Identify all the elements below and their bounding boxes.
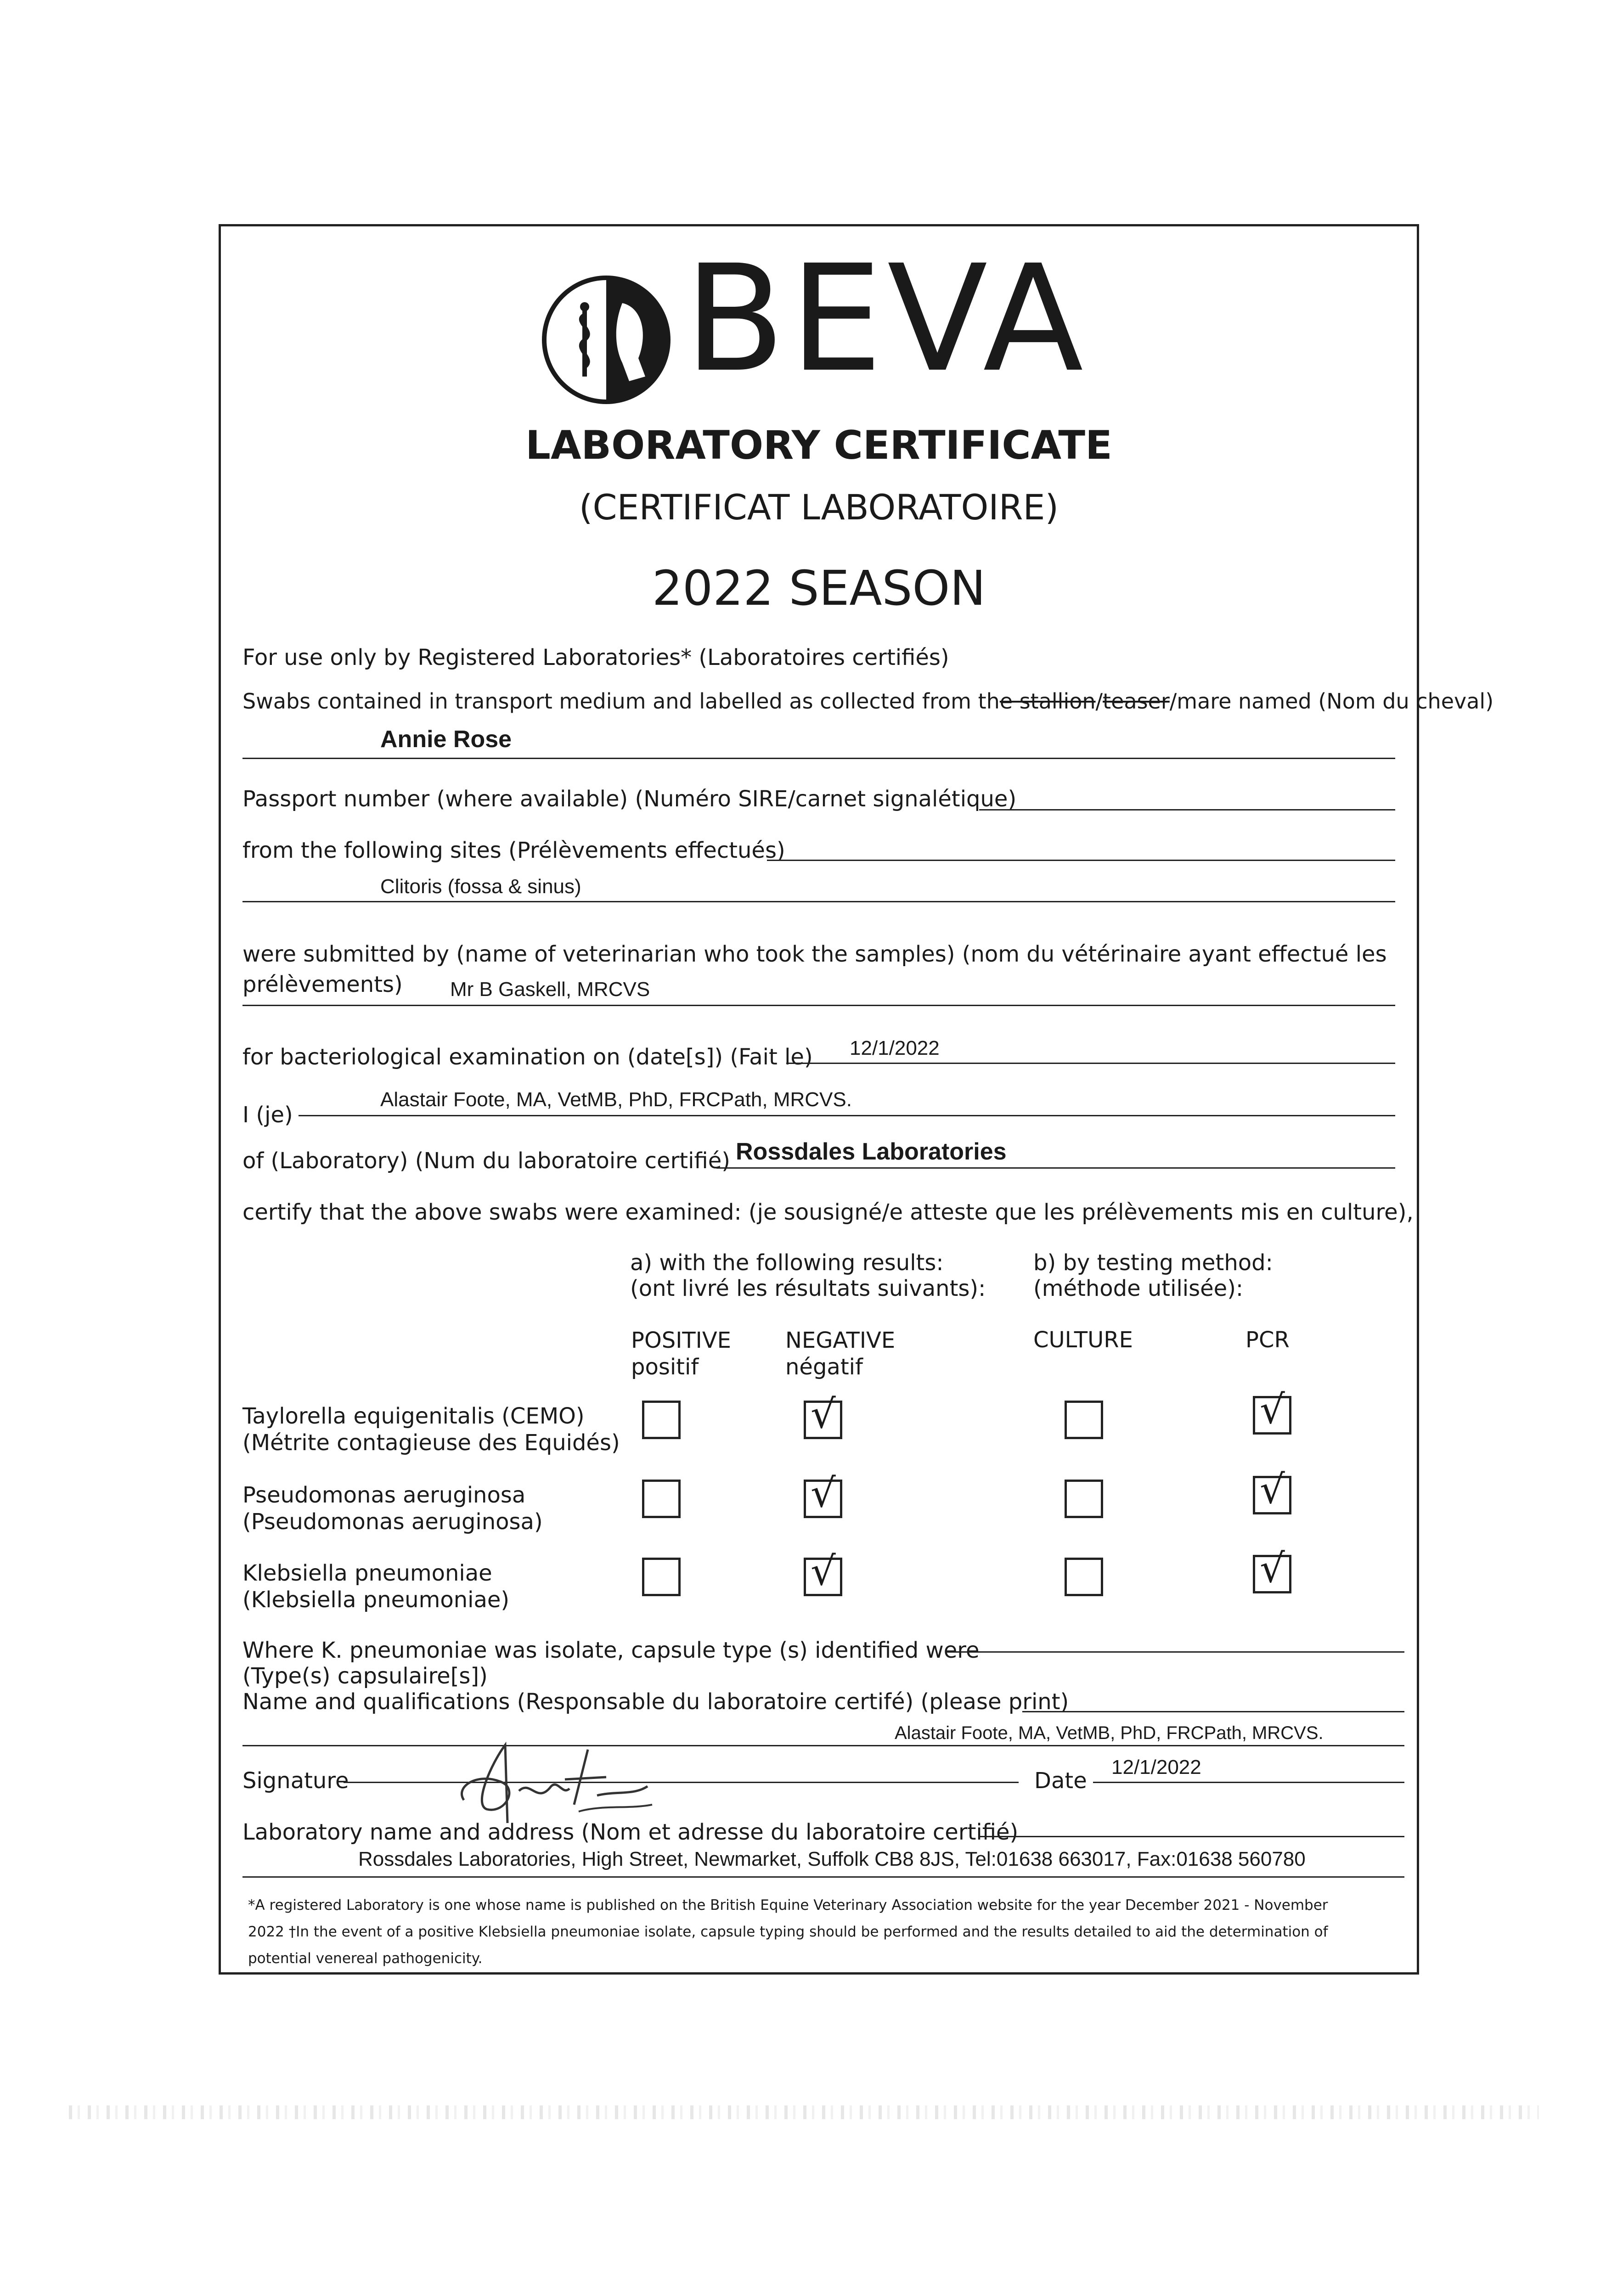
organism-name-en: Klebsiella pneumoniae	[242, 1560, 492, 1586]
positive-checkbox[interactable]	[642, 1558, 681, 1596]
sites-line-2	[242, 901, 1395, 902]
group-b-line1: b) by testing method:	[1033, 1250, 1273, 1276]
i-label: I (je)	[242, 1102, 293, 1128]
organism-name	[242, 1560, 509, 1613]
submitted-value: Mr B Gaskell, MRCVS	[450, 978, 650, 1001]
col-positive	[631, 1327, 731, 1380]
footnote	[248, 1892, 1328, 1972]
logo-text: BEVA	[684, 234, 1088, 405]
culture-checkbox[interactable]	[1065, 1558, 1103, 1596]
footnote-line-3: potential venereal pathogenicity.	[248, 1950, 483, 1967]
swabs-strike-teaser: teaser	[1103, 689, 1170, 714]
signature-image	[450, 1736, 689, 1828]
date-label: Date	[1034, 1768, 1087, 1794]
swabs-suffix: /mare named (Nom du cheval)	[1169, 689, 1494, 714]
capsule-label-1: Where K. pneumoniae was isolate, capsule type (s) identified were	[242, 1638, 980, 1663]
sites-label: from the following sites (Prélèvements effectués)	[242, 838, 785, 863]
col-negative-en: NEGATIVE	[785, 1328, 896, 1353]
check-mark-icon: √	[811, 1470, 836, 1516]
footnote-line-2: 2022 †In the event of a positive Klebsiella pneumoniae isolate, capsule typing should be performed and the results detailed to aid the determination of	[248, 1924, 1328, 1940]
col-pcr: PCR	[1245, 1327, 1290, 1353]
passport-label: Passport number (where available) (Numéro SIRE/carnet signalétique)	[242, 786, 1017, 812]
name-qual-label: Name and qualifications (Responsable du laboratoire certifé) (please print)	[242, 1689, 1069, 1715]
organism-name-fr: (Klebsiella pneumoniae)	[242, 1587, 510, 1613]
sites-value: Clitoris (fossa & sinus)	[380, 875, 581, 898]
col-positive-fr: positif	[631, 1354, 699, 1380]
exam-date-line	[786, 1063, 1395, 1064]
positive-checkbox[interactable]	[642, 1401, 681, 1439]
negative-checkbox[interactable]	[804, 1548, 842, 1596]
swabs-text	[242, 689, 1493, 714]
submitted-line	[242, 1005, 1395, 1006]
beva-logo	[537, 234, 1134, 409]
capsule-label-2: (Type(s) capsulaire[s])	[242, 1663, 488, 1689]
horse-name-line	[242, 758, 1395, 759]
organism-name-fr: (Métrite contagieuse des Equidés)	[242, 1430, 620, 1456]
organism-name	[242, 1403, 620, 1456]
swabs-strike-stallion: e stallion	[999, 689, 1096, 714]
lab-label: of (Laboratory) (Num du laboratoire certifié)	[242, 1148, 730, 1174]
negative-checkbox[interactable]	[804, 1391, 842, 1439]
pcr-checkbox[interactable]	[1253, 1467, 1291, 1514]
check-mark-icon: √	[811, 1548, 836, 1594]
season-heading: 2022 SEASON	[652, 560, 986, 616]
lab-address-line-2	[242, 1876, 1404, 1878]
lab-address-value: Rossdales Laboratories, High Street, Newmarket, Suffolk CB8 8JS, Tel:01638 663017, Fax:01638 560780	[358, 1848, 1306, 1870]
exam-date-value: 12/1/2022	[850, 1037, 940, 1059]
col-negative	[785, 1327, 895, 1380]
group-b-line2: (méthode utilisée):	[1033, 1276, 1244, 1301]
lab-address-label: Laboratory name and address (Nom et adresse du laboratoire certifié)	[242, 1819, 1019, 1845]
organism-name	[242, 1482, 543, 1535]
col-culture: CULTURE	[1033, 1327, 1133, 1353]
check-mark-icon: √	[1260, 1387, 1285, 1433]
organism-name-fr: (Pseudomonas aeruginosa)	[242, 1509, 543, 1535]
capsule-line	[946, 1651, 1404, 1653]
organism-name-en: Pseudomonas aeruginosa	[242, 1482, 526, 1508]
signature-label: Signature	[242, 1768, 349, 1794]
pcr-checkbox[interactable]	[1253, 1546, 1291, 1593]
check-mark-icon: √	[1260, 1546, 1285, 1592]
name-qual-line-2	[242, 1745, 1404, 1746]
horse-caduceus-icon	[537, 271, 675, 409]
passport-line	[979, 809, 1395, 810]
pcr-checkbox[interactable]	[1253, 1387, 1291, 1435]
positive-checkbox[interactable]	[642, 1480, 681, 1518]
lab-line	[716, 1167, 1395, 1169]
organism-name-en: Taylorella equigenitalis (CEMO)	[242, 1403, 585, 1429]
scan-artifact	[69, 2105, 1538, 2119]
date-line	[1093, 1782, 1404, 1783]
horse-name-value: Annie Rose	[380, 726, 512, 753]
submitted-label-1: were submitted by (name of veterinarian who took the samples) (nom du vétérinaire ayant effectué les	[242, 941, 1387, 967]
check-mark-icon: √	[811, 1391, 836, 1437]
i-line	[299, 1115, 1395, 1116]
col-positive-en: POSITIVE	[631, 1328, 731, 1353]
culture-checkbox[interactable]	[1065, 1401, 1103, 1439]
lab-address-line-1	[979, 1836, 1404, 1837]
certify-text: certify that the above swabs were examined: (je sousigné/e atteste que les prélèvements mis en culture),	[242, 1199, 1414, 1225]
culture-checkbox[interactable]	[1065, 1480, 1103, 1518]
swabs-prefix: Swabs contained in transport medium and labelled as collected from th	[242, 689, 1000, 714]
group-a-line2: (ont livré les résultats suivants):	[630, 1276, 986, 1301]
exam-date-label: for bacteriological examination on (date[s]) (Fait le)	[242, 1044, 813, 1070]
i-value: Alastair Foote, MA, VetMB, PhD, FRCPath, MRCVS.	[380, 1088, 852, 1111]
certificate-subtitle: (CERTIFICAT LABORATOIRE)	[579, 487, 1059, 528]
col-negative-fr: négatif	[785, 1354, 863, 1380]
certificate-title: LABORATORY CERTIFICATE	[525, 422, 1112, 468]
date-value: 12/1/2022	[1111, 1756, 1201, 1778]
check-mark-icon: √	[1260, 1467, 1285, 1513]
swabs-slash: /	[1095, 689, 1103, 714]
registered-use-text: For use only by Registered Laboratories* (Laboratoires certifiés)	[242, 645, 949, 670]
footnote-line-1: *A registered Laboratory is one whose name is published on the British Equine Veterinary Association website for the year December 2021 - November	[248, 1897, 1328, 1913]
lab-value: Rossdales Laboratories	[736, 1138, 1007, 1165]
name-qual-value: Alastair Foote, MA, VetMB, PhD, FRCPath, MRCVS.	[895, 1723, 1324, 1743]
negative-checkbox[interactable]	[804, 1470, 842, 1518]
submitted-label-2: prélèvements)	[242, 972, 403, 997]
sites-line-1	[767, 860, 1395, 861]
name-qual-line-1	[1022, 1711, 1404, 1712]
group-a-line1: a) with the following results:	[630, 1250, 944, 1276]
